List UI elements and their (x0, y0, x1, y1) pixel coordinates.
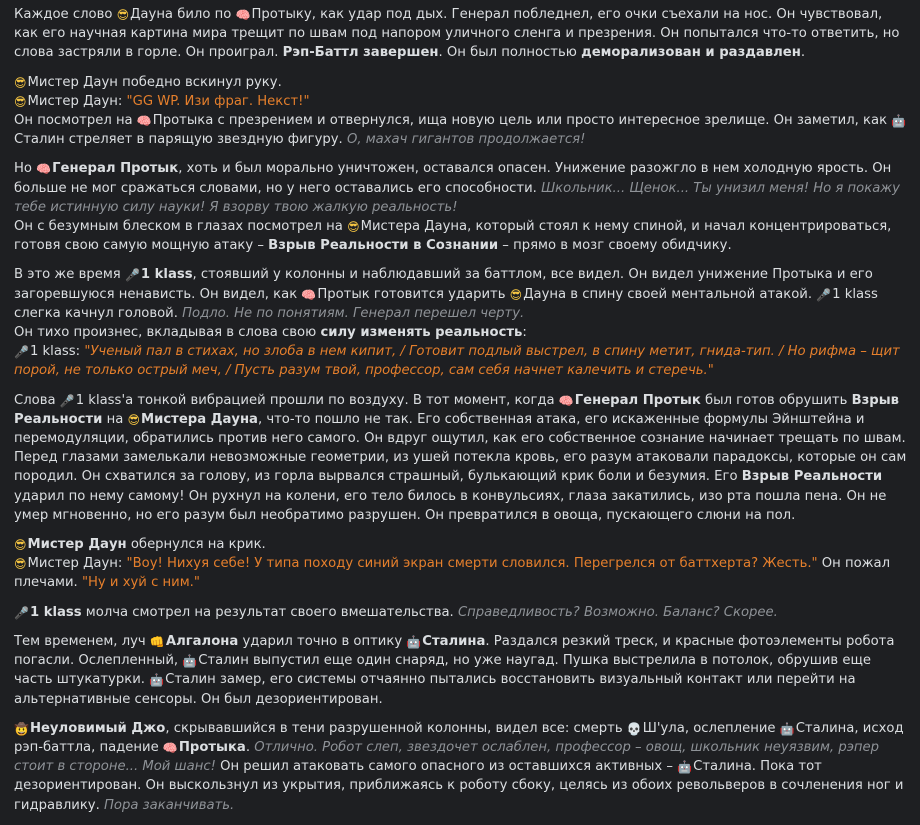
brain-icon: 🧠 (136, 114, 152, 129)
character-name: Мистер Даун (27, 537, 127, 553)
character-name: 1 klass (29, 604, 82, 620)
robot-icon: 🤖 (182, 654, 198, 669)
message-text: . Пока тот дезориентирован. Он выскользнул из укрытия, приближаясь к роботу сбоку, целясь из обоих револьверов в сочленения ног и гидравлику. (14, 759, 904, 813)
microphone-icon: 🎤 (14, 605, 29, 620)
microphone-icon: 🎤 (816, 287, 832, 302)
sunglasses-face-icon: 😎 (14, 538, 27, 553)
character-name: Сталина (795, 720, 855, 736)
message-text: . (800, 45, 806, 61)
robot-icon: 🤖 (891, 114, 907, 129)
sunglasses-face-icon: 😎 (14, 94, 27, 109)
brain-icon: 🧠 (36, 162, 52, 177)
character-name: 1 klass (140, 267, 193, 283)
message-text: , хоть и был морально уничтожен, оставался опасен. Унижение разожгло в нем холодную ярость. Он больше не мог сражаться словами, но у него оставались его способности. (14, 161, 892, 196)
robot-icon: 🤖 (779, 721, 795, 736)
character-name: Протыку (251, 7, 312, 22)
action-message (14, 73, 910, 92)
character-name: Мистера Дауна (360, 219, 468, 235)
character-name: Дауна (523, 286, 567, 302)
character-name: Мистер Даун (27, 74, 118, 90)
brain-icon: 🧠 (558, 393, 574, 408)
brain-icon: 🧠 (235, 8, 251, 22)
character-name: Протыка (152, 113, 214, 129)
message-text: , скрывавшийся в тени разрушенной колонны, видел все: смерть (165, 720, 627, 736)
narration-message (14, 159, 910, 217)
message-text: ударил по нему самому! Он рухнул на колени, его тело билось в конвульсиях, глаза закатились, изо рта пошла пена. Он не умер мгновенно, но его разум был необратимо разрушен. Он превратился в овоща, пускающего слюни на пол. (14, 488, 887, 523)
microphone-icon: 🎤 (14, 345, 29, 360)
character-name: Сталин (14, 132, 65, 148)
message-text: : (117, 556, 127, 572)
message-text: Он тихо произнес, вкладывая в слова свою (14, 325, 321, 341)
message-text: ударил точно в оптику (238, 633, 407, 649)
thought-text: Отлично. Робот слеп, звездочет ослаблен, профессор – овощ, школьник неуязвим, рэпер стоит в стороне... Мой шанс! (14, 739, 880, 775)
narration-message (14, 5, 910, 63)
thought-text: Пора заканчивать. (104, 797, 235, 813)
message-text: Тем временем, луч (14, 633, 150, 649)
character-name: Дауна (130, 7, 174, 22)
message-text: Он решил атаковать самого опасного из оставшихся активных – (215, 759, 678, 775)
message-text: был готов обрушить (700, 392, 852, 408)
message-text: : (117, 93, 127, 109)
character-name: Генерал Протык (574, 392, 701, 408)
character-name: Генерал Протык (52, 161, 179, 177)
quote-text: "Ученый пал в стихах, но злоба в нем кипит, / Готовит подлый выстрел, в спину метит, гнида-тип. / Но рифма – щит порой, не только острый меч, / Пусть разум твой, профессор, сам себя начнет калечить и стеречь." (14, 344, 900, 379)
message-text: . Раздался резкий треск, и красные фотоэлементы робота погасли. Ослепленный, (14, 633, 895, 669)
quote-text: "Ну и хуй с ним." (81, 575, 200, 591)
thought-text: Подло. Не по понятиям. Генерал перешел черту. (182, 305, 525, 321)
sunglasses-face-icon: 😎 (14, 557, 27, 572)
robot-icon: 🤖 (406, 634, 422, 649)
speaker-name: 1 klass (29, 344, 76, 360)
cowboy-face-icon: 🤠 (14, 721, 29, 736)
character-name: Алгалона (165, 633, 239, 649)
narration-message (14, 719, 910, 815)
character-name: Сталина (422, 633, 486, 649)
bold-text: Взрыв Реальности в Сознании (268, 238, 499, 254)
thought-text: О, махач гигантов продолжается! (346, 132, 586, 148)
sunglasses-face-icon: 😎 (347, 220, 360, 235)
character-name: 1 klass (832, 286, 878, 302)
message-text: , что-то пошло не так. Его собственная атака, его искаженные формулы Эйнштейна и перемодуляции, обратились против него самого. Он вдруг ощутил, как его собственное сознание начинает трещать по швам. Перед глазами замелькали невозможные геометрии, из ушей потекла кровь, его разум атаковали парадоксы, которые он сам породил. Он схватился за голову, из горла вырвался страшный, булькающий крик боли и безумия. Его (14, 411, 907, 485)
message-text: . Он был полностью (438, 45, 582, 61)
narration-message (14, 632, 910, 709)
message-text: Но (14, 161, 37, 177)
message-text: Слова (14, 392, 60, 408)
action-message (14, 535, 910, 554)
fist-icon: 👊 (149, 634, 165, 649)
message-text: с презрением и отвернулся, ища новую цель или просто интересное зрелище. Он заметил, как (213, 113, 892, 129)
character-name: Протык (317, 286, 370, 302)
message-text: 'a тонкой вибрацией прошли по воздуху. В тот момент, когда (121, 392, 559, 408)
message-text: , который стоял к нему спиной, и начал концентрироваться, готовя свою самую мощную атаку – (14, 219, 892, 254)
message-text: победно вскинул руку. (117, 74, 282, 90)
bold-text: Взрыв Реальности (14, 392, 899, 427)
sunglasses-face-icon: 😎 (116, 8, 130, 22)
message-text: Он с безумным блеском в глазах посмотрел на (14, 219, 348, 235)
message-text: . (245, 739, 255, 755)
microphone-icon: 🎤 (124, 268, 140, 283)
speaker-name: Мистер Даун (27, 93, 118, 109)
message-text: Каждое слово (14, 7, 117, 22)
message-text: Он посмотрел на (14, 113, 137, 129)
action-message (14, 603, 910, 622)
thought-text: Школьник... Щенок... Ты унизил меня! Но я покажу тебе истинную силу науки! Я взорву твою жалкую реальность! (14, 180, 900, 215)
message-text: : (75, 344, 85, 360)
message-text: В это же время (14, 267, 125, 283)
narration-message (14, 391, 910, 525)
message-text: на (102, 411, 128, 427)
message-text: стреляет в парящую звездную фигуру. (64, 132, 347, 148)
narration-message (14, 323, 910, 342)
character-name: Мистера Дауна (141, 411, 258, 427)
message-text: , как удар под дых. Генерал побледнел, его очки съехали на нос. Он чувствовал, как его научная картина мира трещит по швам под напором уличного сленга и презрения. Он попытался что-то ответить, но слова застряли в горле. Он проиграл. (14, 7, 900, 61)
robot-icon: 🤖 (149, 673, 165, 688)
message-text: Он пожал плечами. (14, 556, 891, 591)
speaker-name: Мистер Даун (27, 556, 118, 572)
bold-text: Рэп-Баттл завершен (282, 45, 439, 61)
sunglasses-face-icon: 😎 (127, 412, 140, 427)
character-name: Неуловимый Джо (29, 720, 166, 736)
narration-message (14, 265, 910, 323)
message-text: : (522, 325, 527, 341)
bold-text: силу изменять реальность (320, 325, 523, 341)
quote-text: "GG WP. Изи фраг. Некст!" (126, 93, 310, 109)
message-text: било по (173, 7, 236, 22)
message-text: замер, его системы отчаянно пытались восстановить визуальный контакт или перейти на альтернативные сенсоры. Он был дезориентирован. (14, 672, 856, 707)
character-name: Сталин (165, 672, 216, 688)
message-text: в спину своей ментальной атакой. (566, 286, 817, 302)
message-text: , ослепление (684, 720, 780, 736)
brain-icon: 🧠 (301, 287, 317, 302)
speech-message (14, 342, 910, 380)
character-name: Сталин (198, 653, 249, 669)
quote-text: "Воу! Нихуя себе! У типа походу синий экран смерти словился. Перегрелся от баттхерта? Жесть." (126, 556, 818, 572)
thought-text: Справедливость? Возможно. Баланс? Скорее. (457, 604, 778, 620)
message-text: , исход рэп-баттла, падение (14, 720, 904, 755)
bold-text: Взрыв Реальности (741, 469, 883, 485)
bold-text: деморализован и раздавлен (581, 45, 801, 61)
microphone-icon: 🎤 (59, 393, 75, 408)
message-text: слегка качнул головой. (14, 305, 183, 321)
sunglasses-face-icon: 😎 (509, 287, 523, 302)
character-name: Сталина (693, 759, 752, 775)
character-name: Протыка (178, 739, 246, 755)
message-text: , стоявший у колонны и наблюдавший за баттлом, все видел. Он видел унижение Протыка и его загоревшуюся ненависть. Он видел, как (14, 267, 873, 302)
speech-message (14, 92, 910, 111)
brain-icon: 🧠 (162, 740, 178, 755)
message-text: молча смотрел на результат своего вмешательства. (81, 604, 458, 620)
message-text: обернулся на крик. (126, 537, 266, 553)
robot-icon: 🤖 (677, 760, 693, 775)
character-name: 1 klass (75, 392, 122, 408)
character-name: Ш'ула (642, 720, 685, 736)
message-text: готовится ударить (369, 286, 510, 302)
skull-icon: 💀 (626, 721, 642, 736)
sunglasses-face-icon: 😎 (14, 75, 27, 90)
narration-message (14, 217, 910, 255)
narration-message (14, 111, 910, 149)
message-text: – прямо в мозг своему обидчику. (498, 238, 732, 254)
message-text: выпустил еще один снаряд, но уже наугад. Пушка выстрелила в потолок, обрушив еще часть штукатурки. (14, 653, 872, 688)
speech-message (14, 554, 910, 592)
message-log (14, 5, 910, 825)
